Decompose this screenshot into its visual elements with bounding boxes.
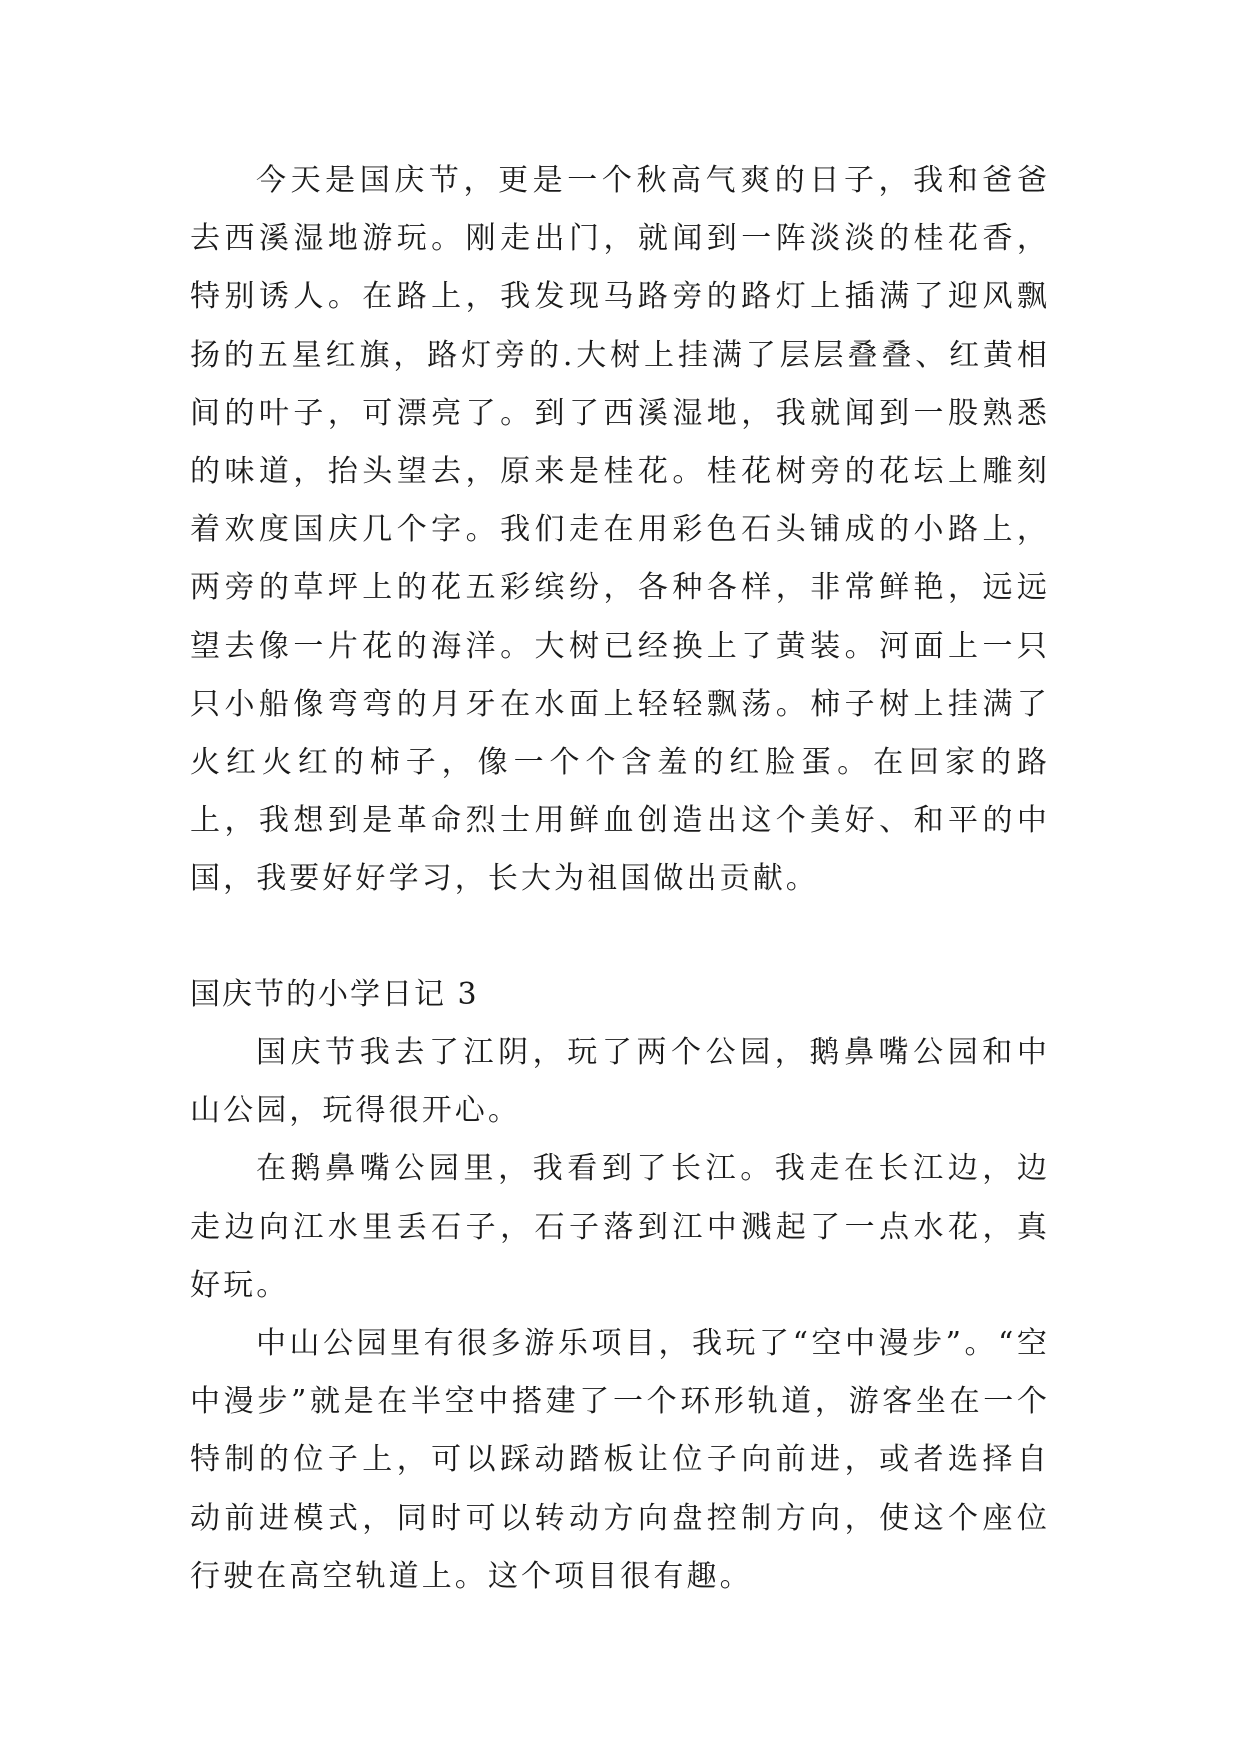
body-paragraph: 国庆节我去了江阴，玩了两个公园，鹅鼻嘴公园和中山公园，玩得很开心。 [190,1035,1050,1129]
body-paragraph: 中山公园里有很多游乐项目，我玩了“空中漫步”。“空中漫步”就是在半空中搭建了一个环形轨道，游客坐在一个特制的位子上，可以踩动踏板让位子向前进，或者选择自动前进模式，同时可以转动方向盘控制方向，使这个座位行驶在高空轨道上。这个项目很有趣。 [190,1326,1050,1594]
diary-entry-3 [190,966,1050,1606]
body-paragraph: 在鹅鼻嘴公园里，我看到了长江。我走在长江边，边走边向江水里丢石子，石子落到江中溅起了一点水花，真好玩。 [190,1151,1050,1303]
section-heading: 国庆节的小学日记 3 [190,977,479,1012]
diary-entry-2 [190,152,1050,909]
document-page [190,0,1050,1754]
body-paragraph: 今天是国庆节，更是一个秋高气爽的日子，我和爸爸去西溪湿地游玩。刚走出门，就闻到一阵淡淡的桂花香，特别诱人。在路上，我发现马路旁的路灯上插满了迎风飘扬的五星红旗，路灯旁的.大树上挂满了层层叠叠、红黄相间的叶子，可漂亮了。到了西溪湿地，我就闻到一股熟悉的味道，抬头望去，原来是桂花。桂花树旁的花坛上雕刻着欢度国庆几个字。我们走在用彩色石头铺成的小路上，两旁的草坪上的花五彩缤纷，各种各样，非常鲜艳，远远望去像一片花的海洋。大树已经换上了黄装。河面上一只只小船像弯弯的月牙在水面上轻轻飘荡。柿子树上挂满了火红火红的柿子，像一个个含羞的红脸蛋。在回家的路上，我想到是革命烈士用鲜血创造出这个美好、和平的中国，我要好好学习，长大为祖国做出贡献。 [190,163,1050,897]
